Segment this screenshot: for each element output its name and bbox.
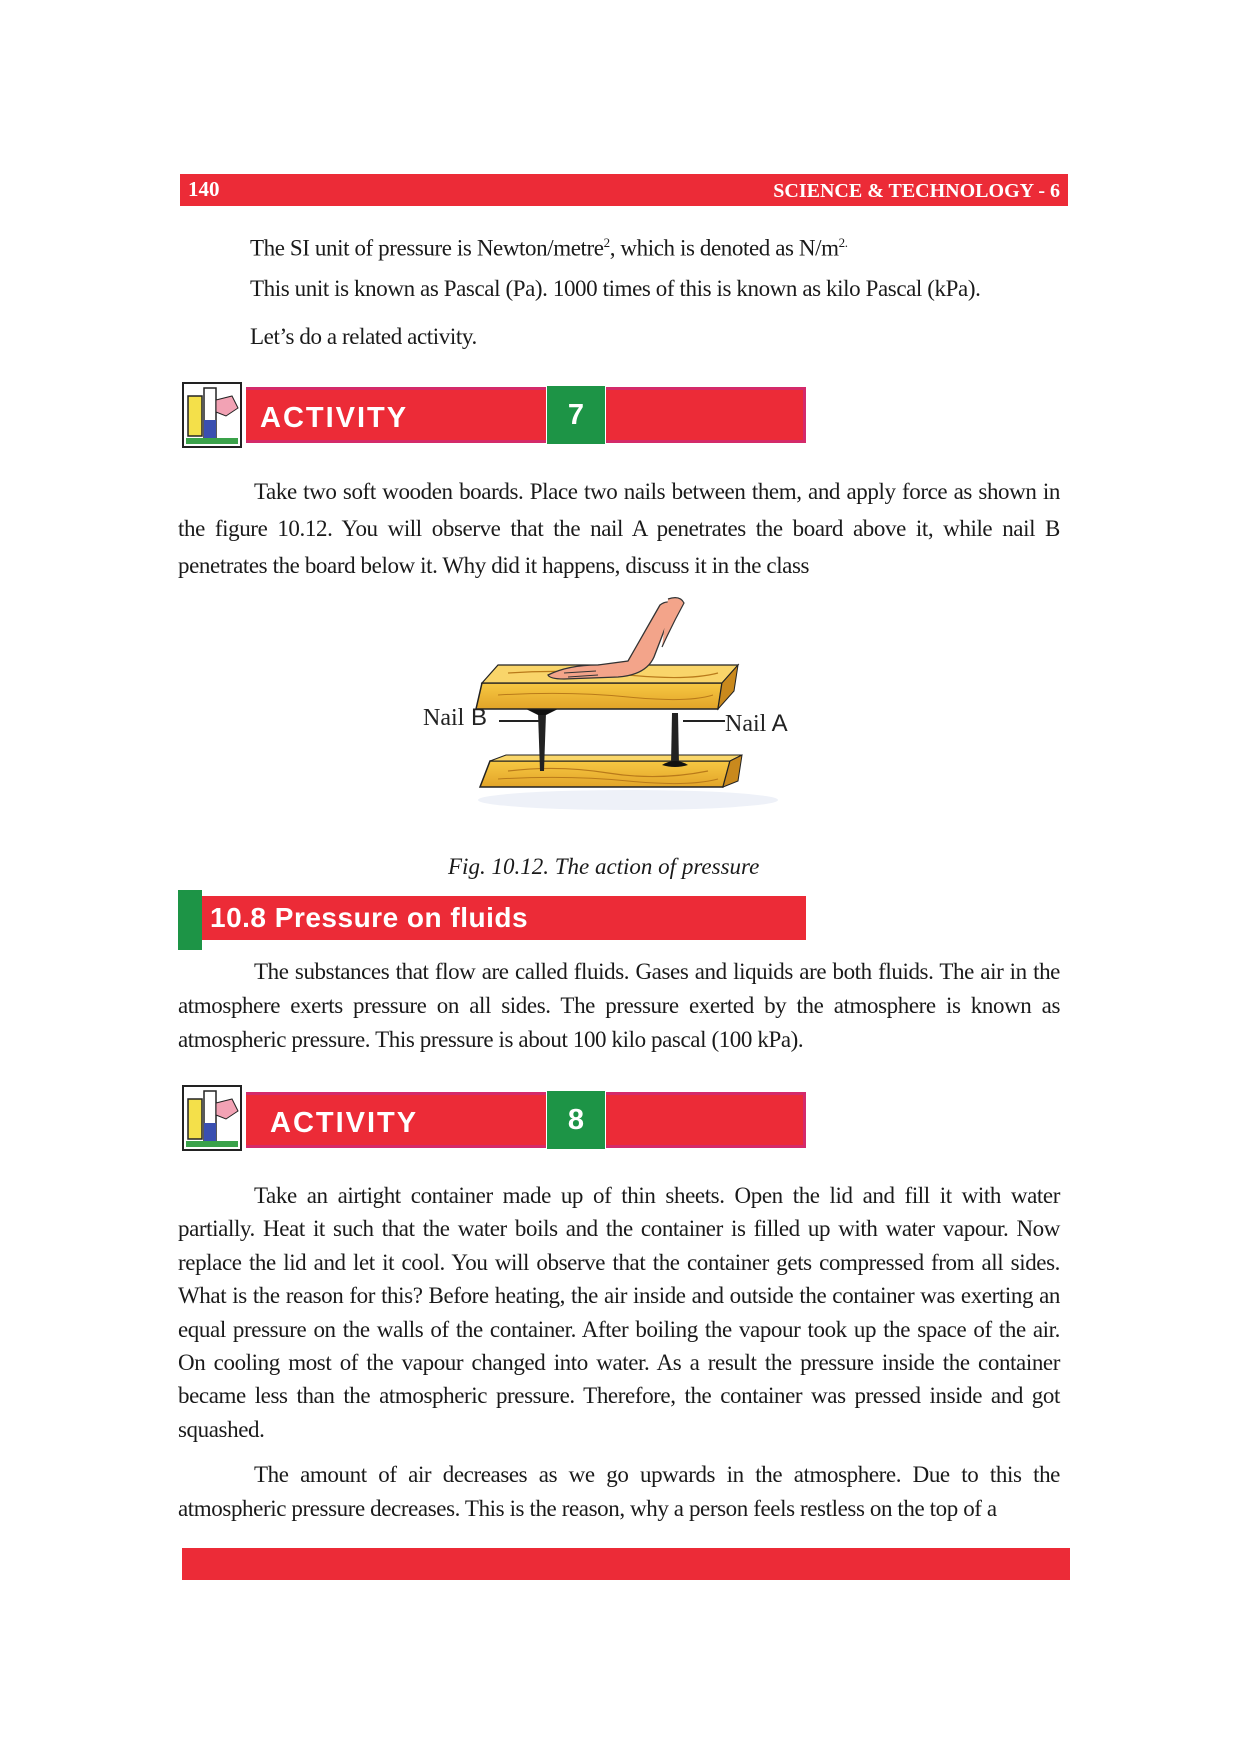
activity-8-icon — [182, 1085, 242, 1156]
label-nail-a-word: Nail — [725, 711, 767, 737]
book-title: SCIENCE & TECHNOLOGY - 6 — [773, 180, 1060, 202]
section-title: 10.8 Pressure on fluids — [202, 896, 806, 940]
figure-caption: Fig. 10.12. The action of pressure — [448, 854, 760, 879]
intro-line-1-text-b: , which is denoted as N/m — [609, 235, 839, 261]
lab-flask-icon — [182, 382, 242, 448]
page-footer-bar — [182, 1548, 1070, 1580]
activity-8-text: Take an airtight container made up of thin sheets. Open the lid and fill it with water partially. Heat it such that the water boils and the container is filled up with water vapour. Now replace the lid and let it cool. You will observe that the container gets compressed from all sides. What is the reason for this? Before heating, the air inside and outside the container was exerting an equal pressure on the walls of the container. After boiling the vapour took up the space of the air. On cooling most of the vapour changed into water. As a result the pressure inside the container became less than the atmospheric pressure. Therefore, the container was pressed inside and got squashed. — [178, 1183, 1060, 1442]
nail-boards-illustration — [468, 595, 788, 820]
intro-line-1 — [250, 226, 1080, 266]
activity-7-label: ACTIVITY — [246, 387, 546, 443]
closing-text: The amount of air decreases as we go upwards in the atmosphere. Due to this the atmospheric pressure decreases. This is the reason, why a person feels restless on the top of a — [178, 1462, 1060, 1521]
superscript: 2. — [838, 235, 848, 250]
activity-8-bar-tail — [606, 1092, 806, 1148]
activity-7-icon — [182, 382, 242, 453]
figure-nail-boards — [468, 595, 788, 820]
leader-line-nail-a — [683, 720, 725, 722]
section-marker — [178, 890, 202, 950]
label-nail-b-letter: B — [471, 704, 488, 731]
page-number: 140 — [188, 177, 220, 201]
label-nail-b — [423, 704, 487, 732]
activity-7-bar-tail — [606, 387, 806, 443]
lab-flask-icon — [182, 1085, 242, 1151]
intro-line-1-text-a: The SI unit of pressure is Newton/metre — [250, 235, 604, 261]
page-header-bar — [180, 174, 1068, 206]
label-nail-a — [725, 710, 788, 738]
activity-7-text: Take two soft wooden boards. Place two nails between them, and apply force as shown in the figure 10.12. You will observe that the nail A penetrates the board above it, while nail B penetrates the board below it. Why did it happens, discuss it in the class — [178, 479, 1060, 578]
section-text: The substances that flow are called fluids. Gases and liquids are both fluids. The air in the atmosphere exerts pressure on all sides. The pressure exerted by the atmosphere is known as atmospheric pressure. This pressure is about 100 kilo pascal (100 kPa). — [178, 959, 1060, 1052]
activity-7-number: 7 — [547, 386, 605, 444]
label-nail-a-letter: A — [771, 710, 788, 737]
intro-line-3: Let’s do a related activity. — [250, 324, 477, 349]
activity-8-label: ACTIVITY — [246, 1092, 546, 1148]
leader-line-nail-b — [499, 720, 539, 722]
label-nail-b-word: Nail — [423, 705, 465, 731]
activity-8-number: 8 — [547, 1091, 605, 1149]
intro-line-2: This unit is known as Pascal (Pa). 1000 times of this is known as kilo Pascal (kPa). — [250, 276, 981, 301]
superscript: 2 — [603, 235, 610, 250]
